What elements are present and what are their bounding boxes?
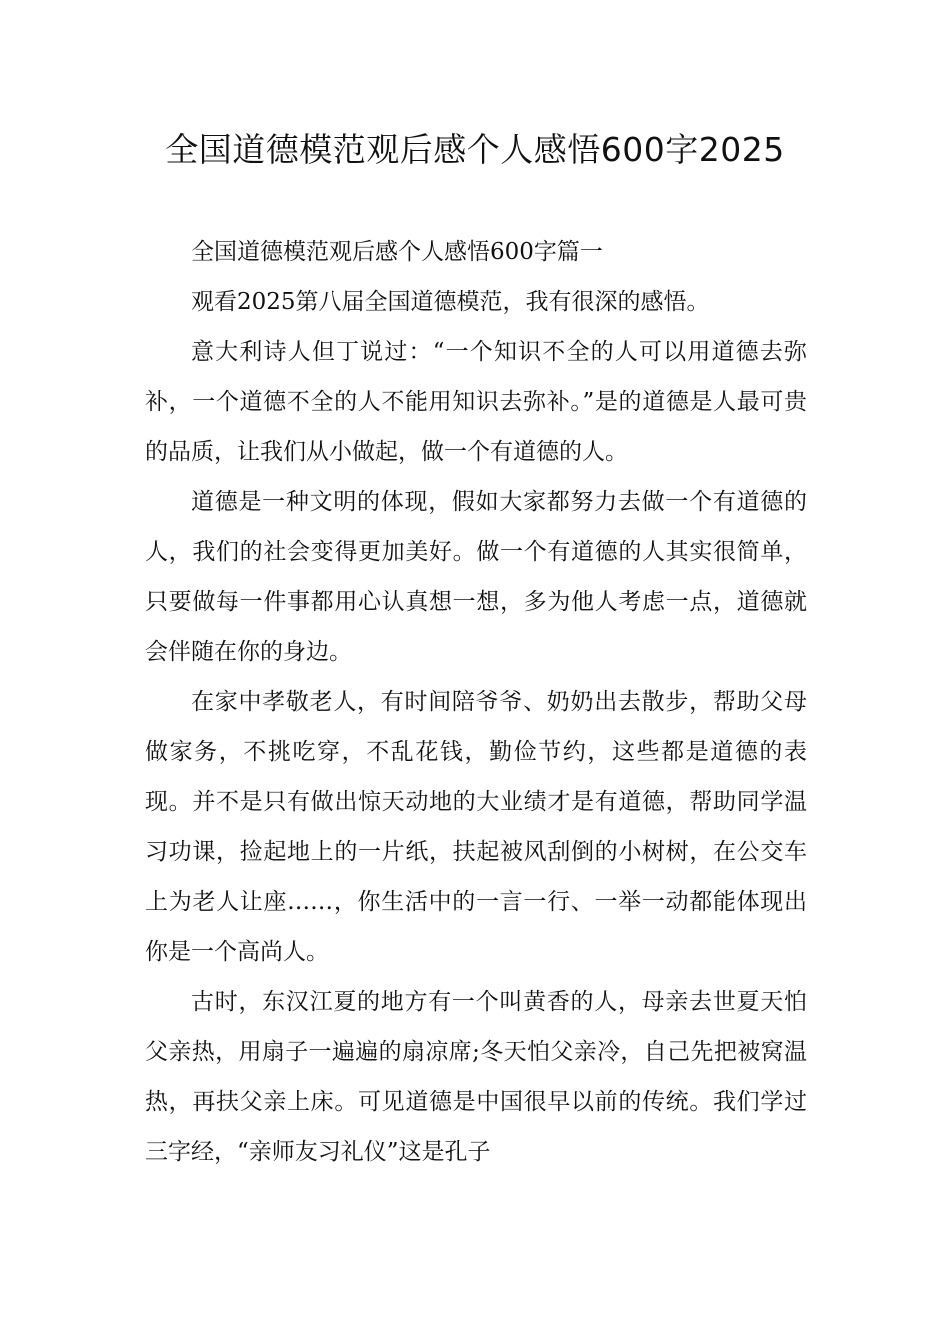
document-body <box>145 227 807 1177</box>
paragraph: 在家中孝敬老人，有时间陪爷爷、奶奶出去散步，帮助父母做家务，不挑吃穿，不乱花钱，勤俭节约，这些都是道德的表现。并不是只有做出惊天动地的大业绩才是有道德，帮助同学温习功课，捡起地上的一片纸，扶起被风刮倒的小树树，在公交车上为老人让座……，你生活中的一言一行、一举一动都能体现出你是一个高尚人。 <box>145 689 807 965</box>
paragraph: 古时，东汉江夏的地方有一个叫黄香的人，母亲去世夏天怕父亲热，用扇子一遍遍的扇凉席;冬天怕父亲冷，自己先把被窝温热，再扶父亲上床。可见道德是中国很早以前的传统。我们学过三字经，“亲师友习礼仪”这是孔子 <box>145 989 807 1165</box>
paragraph-subtitle: 全国道德模范观后感个人感悟600字篇一 <box>191 239 603 265</box>
paragraph: 意大利诗人但丁说过：“一个知识不全的人可以用道德去弥补，一个道德不全的人不能用知识去弥补。”是的道德是人最可贵的品质，让我们从小做起，做一个有道德的人。 <box>145 339 807 465</box>
document-title: 全国道德模范观后感个人感悟600字2025 <box>165 130 785 169</box>
paragraph: 观看2025第八届全国道德模范，我有很深的感悟。 <box>191 289 710 315</box>
paragraph: 道德是一种文明的体现，假如大家都努力去做一个有道德的人，我们的社会变得更加美好。做一个有道德的人其实很简单，只要做每一件事都用心认真想一想，多为他人考虑一点，道德就会伴随在你的身边。 <box>145 489 807 665</box>
